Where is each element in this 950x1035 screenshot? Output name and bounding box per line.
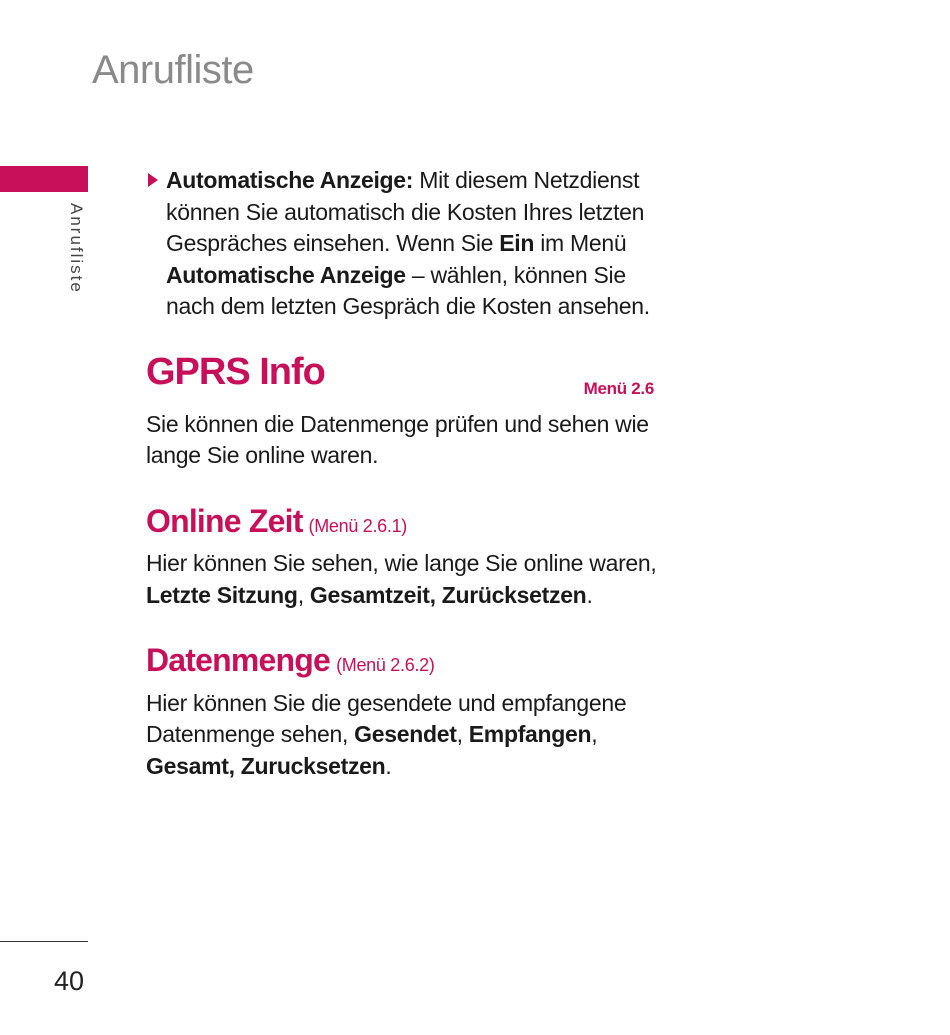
gprs-heading: GPRS Info xyxy=(146,350,325,393)
footer-divider xyxy=(0,941,88,942)
page-number: 40 xyxy=(54,966,85,996)
online-bold-gesamtzeit: Gesamtzeit, Zurücksetzen xyxy=(309,581,587,608)
datenmenge-text: Hier können Sie die gesendete und empfangene Datenmenge sehen, xyxy=(146,689,627,747)
section-side-label: Anrufliste xyxy=(67,203,86,294)
datenmenge-heading: Datenmenge xyxy=(146,642,331,678)
bullet-text: im Menü xyxy=(534,230,627,256)
datenmenge-bold-gesamt: Gesamt, Zurucksetzen xyxy=(146,752,386,779)
online-zeit-header xyxy=(146,502,676,543)
online-zeit-description xyxy=(146,548,676,611)
bullet-bold-menu: Automatische Anzeige xyxy=(166,261,406,288)
gprs-section-header xyxy=(146,350,676,403)
online-zeit-heading: Online Zeit xyxy=(146,502,303,539)
datenmenge-menu-number: (Menü 2.6.2) xyxy=(336,655,435,675)
period: . xyxy=(385,752,392,779)
gprs-description: Sie können die Datenmenge prüfen und sehen wie lange Sie online waren. xyxy=(146,410,649,468)
datenmenge-bold-empfangen: Empfangen xyxy=(468,721,592,747)
online-bold-letzte-sitzung: Letzte Sitzung xyxy=(146,581,298,608)
period: . xyxy=(586,581,593,608)
datenmenge-bold-gesendet: Gesendet xyxy=(354,721,457,747)
separator: , xyxy=(297,581,310,608)
bullet-text: – wählen, können Sie nach dem letzten Gespräch die Kosten ansehen. xyxy=(166,261,650,319)
triangle-bullet-icon xyxy=(148,173,158,187)
page-title: Anrufliste xyxy=(92,48,254,92)
main-content xyxy=(146,165,676,782)
online-zeit-text: Hier können Sie sehen, wie lange Sie online waren, xyxy=(146,550,657,576)
gprs-menu-number: Menü 2.6 xyxy=(583,378,654,398)
datenmenge-header xyxy=(146,642,676,682)
section-tab-marker xyxy=(0,166,88,192)
online-zeit-menu-number: (Menü 2.6.1) xyxy=(308,515,407,536)
datenmenge-description xyxy=(146,688,676,783)
separator: , xyxy=(456,721,469,747)
separator: , xyxy=(591,721,598,747)
bullet-automatische-anzeige xyxy=(146,165,676,323)
bullet-term: Automatische Anzeige: xyxy=(166,167,414,193)
bullet-bold-ein: Ein xyxy=(499,230,535,256)
bullet-text: Mit diesem Netzdienst können Sie automatisch die Kosten Ihres letzten Gespräches einsehen. Wenn Sie xyxy=(166,167,645,256)
